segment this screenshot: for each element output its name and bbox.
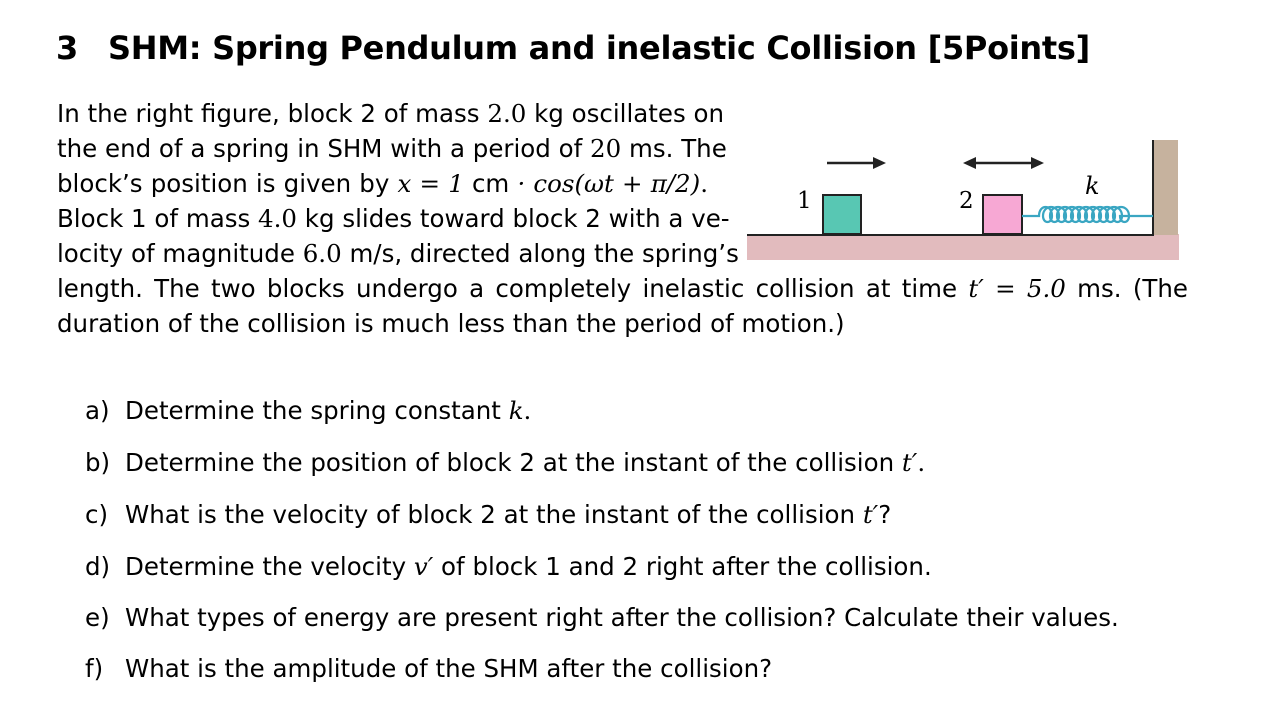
text: ms. The <box>621 134 727 163</box>
text: duration of the collision is much less than the period of motion.) <box>57 309 845 338</box>
list-item <box>85 603 1119 633</box>
item-text: ? <box>878 500 892 529</box>
section-title: SHM: Spring Pendulum and inelastic Collision [5Points] <box>107 29 1090 67</box>
velocity-arrow-icon <box>827 157 886 169</box>
section-number: 3 <box>56 29 78 67</box>
section-heading <box>56 29 1090 67</box>
math: k <box>508 396 524 425</box>
item-label: e) <box>85 603 110 632</box>
spring-icon <box>1022 207 1153 222</box>
text: ms. (The <box>1065 274 1188 303</box>
floor <box>747 234 1179 260</box>
math: v′ <box>413 552 434 581</box>
wall <box>1154 140 1178 235</box>
text: kg oscillates on <box>526 99 725 128</box>
item-text: What is the velocity of block 2 at the instant of the collision <box>125 500 863 529</box>
math: . <box>700 169 708 198</box>
item-label: b) <box>85 448 111 477</box>
paragraph-line <box>57 204 730 234</box>
collision-figure <box>747 138 1182 263</box>
paragraph-line <box>57 274 1188 304</box>
math: x = 1 <box>397 169 464 198</box>
oscillation-arrow-icon <box>963 157 1044 169</box>
spring-constant-label: k <box>1085 172 1100 200</box>
text: cm <box>463 169 518 198</box>
item-text: What is the amplitude of the SHM after the collision? <box>125 654 773 683</box>
item-label: d) <box>85 552 111 581</box>
list-item <box>85 654 772 684</box>
paragraph-line <box>57 239 739 269</box>
list-item <box>85 552 932 582</box>
item-label: f) <box>85 654 104 683</box>
list-item <box>85 448 925 478</box>
paragraph-line <box>57 134 727 164</box>
list-item <box>85 396 531 426</box>
block-2-label: 2 <box>959 188 974 214</box>
item-label: a) <box>85 396 110 425</box>
text: Block 1 of mass <box>57 204 259 233</box>
paragraph-line <box>57 169 708 199</box>
item-label: c) <box>85 500 109 529</box>
math: 4.0 <box>258 204 297 233</box>
text: In the right figure, block 2 of mass <box>57 99 488 128</box>
item-text: of block 1 and 2 right after the collision. <box>433 552 932 581</box>
item-text: What types of energy are present right after the collision? Calculate their values. <box>125 603 1119 632</box>
list-item <box>85 500 891 530</box>
block-2 <box>983 195 1022 234</box>
text: block’s position is given by <box>57 169 398 198</box>
text: kg slides toward block 2 with a ve- <box>297 204 730 233</box>
math: 6.0 <box>302 239 342 268</box>
text: the end of a spring in SHM with a period of <box>57 134 591 163</box>
block-1 <box>823 195 861 234</box>
paragraph-line <box>57 99 725 129</box>
math: · cos(ωt + π/2) <box>517 169 701 198</box>
math: t′ <box>901 448 918 477</box>
item-text: . <box>523 396 532 425</box>
text: m/s, directed along the spring’s <box>341 239 739 268</box>
item-text: . <box>917 448 926 477</box>
block-1-label: 1 <box>797 188 812 214</box>
item-text: Determine the velocity <box>125 552 414 581</box>
item-text: Determine the spring constant <box>125 396 509 425</box>
text: length. The two blocks undergo a completely inelastic collision at time <box>57 274 969 303</box>
paragraph-line <box>57 309 845 339</box>
math: t′ = 5.0 <box>968 274 1066 303</box>
item-text: Determine the position of block 2 at the instant of the collision <box>125 448 902 477</box>
math: 20 <box>590 134 622 163</box>
math: t′ <box>862 500 879 529</box>
math: 2.0 <box>487 99 527 128</box>
text: locity of magnitude <box>57 239 303 268</box>
